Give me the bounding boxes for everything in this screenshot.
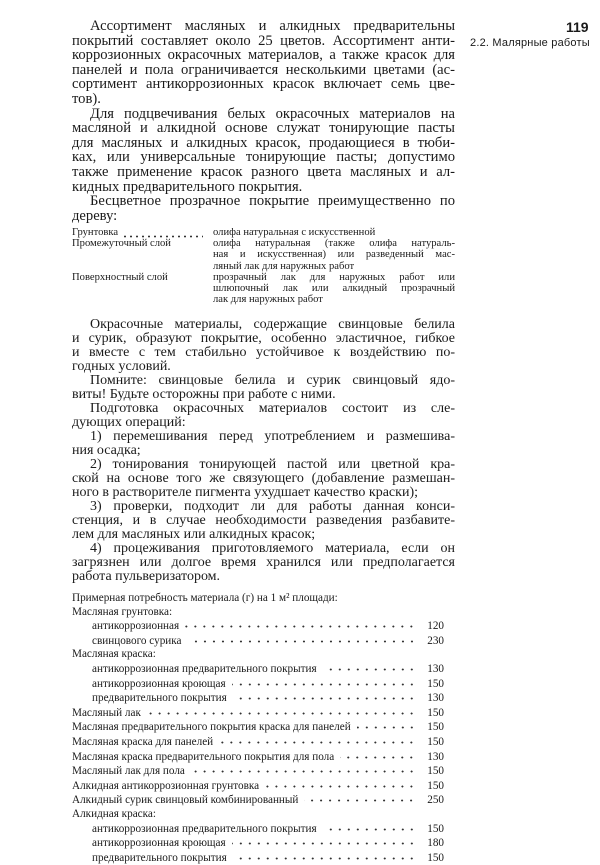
dot-leader [219, 735, 416, 745]
dot-leader [233, 851, 416, 861]
dot-leader [357, 720, 416, 730]
dot-leader [232, 677, 416, 687]
table-row [72, 677, 444, 692]
text-line: Для подцвечивания белых окрасочных материалов на [90, 105, 455, 122]
table-row [72, 720, 444, 735]
layer-term [72, 272, 213, 306]
text-line: тов). [72, 90, 101, 107]
consumption-value: 250 [427, 794, 444, 807]
consumption-value: 150 [427, 851, 444, 864]
consumption-value: 150 [427, 779, 444, 792]
text-line: ках, или универсальные тонирующие пасты; допустимо [72, 149, 455, 166]
table-row [72, 735, 444, 750]
page-number: 119 [566, 19, 589, 35]
material-name: Алкидный сурик свинцовый комбинированный [72, 794, 299, 807]
table-row [72, 836, 444, 851]
coating-layers-list [72, 227, 455, 305]
text-line: дереву: [72, 207, 118, 224]
text-line: масляной и алкидной основе служат тонирующие пасты [72, 120, 455, 137]
dot-leader [340, 750, 416, 760]
text-line: панелей и пола ограничивается несколькими цветами (ас- [72, 61, 455, 78]
text-line: лак для наружных работ [213, 294, 323, 306]
text-line: покрытий составляет около 25 цветов. Ассортимент анти- [72, 32, 455, 49]
material-name: Масляная краска для панелей [72, 735, 214, 748]
dot-leader [188, 634, 416, 644]
text-line: олифа натуральная (также олифа натураль- [213, 238, 455, 250]
text-line: загрязнен или долгое время хранился или предполагается [72, 555, 455, 570]
text-line: шлюпочный лак или алкидный прозрачный [213, 283, 455, 295]
dot-leader [147, 706, 416, 716]
material-name: антикоррозионная кроющая [92, 677, 226, 690]
consumption-value: 120 [427, 620, 444, 633]
text-line: работа пульверизатором. [72, 569, 221, 584]
consumption-value: 150 [427, 765, 444, 778]
table-row [72, 808, 444, 822]
text-line: коррозионных окрасочных материалов, а также красок для [72, 47, 455, 64]
consumption-value: 150 [427, 721, 444, 734]
material-name: свинцового сурика [92, 634, 182, 647]
paragraph [72, 107, 455, 195]
table-row [72, 822, 444, 837]
text-line: и сурик, образуют покрытие, особенно эластичное, гибкое [72, 331, 455, 346]
layer-term [72, 227, 213, 238]
layer-row [72, 272, 455, 306]
material-name: Масляная краска: [72, 648, 156, 661]
text-line: также применение красок разного цвета масляных и ал- [72, 163, 455, 180]
dot-leader [185, 619, 416, 629]
consumption-value: 130 [427, 692, 444, 705]
text-line: 3) проверки, подходит ли для работы данная конси- [90, 499, 455, 514]
paragraph [72, 458, 455, 500]
table-row [72, 706, 444, 721]
paragraph [72, 318, 455, 374]
table-row [72, 662, 444, 677]
text-line: 1) перемешивания перед употреблением и размешива- [90, 429, 455, 444]
text-line: Бесцветное прозрачное покрытие преимущественно по [90, 193, 455, 210]
material-name: Масляная грунтовка: [72, 605, 173, 618]
paragraph [72, 430, 455, 458]
dot-leader [265, 779, 416, 789]
layer-name: Поверхностный слой [72, 271, 168, 283]
dot-leader [304, 793, 416, 803]
material-consumption-table [72, 592, 444, 865]
table-row [72, 606, 444, 620]
text-line: 2) тонирования тонирующей пастой или цветной кра- [90, 457, 455, 472]
consumption-value: 130 [427, 662, 444, 675]
text-line: ного в растворителе пигмента ухудшает качество краски); [72, 485, 418, 500]
paragraph [72, 402, 455, 430]
text-line: Окрасочные материалы, содержащие свинцовые белила [90, 317, 455, 332]
table-row [72, 750, 444, 765]
layer-description [213, 238, 455, 272]
paragraph [72, 19, 455, 107]
text-line: прозрачный лак для наружных работ или [213, 271, 455, 283]
body-text [72, 318, 455, 584]
text-line: ляный лак для наружных работ [213, 260, 355, 272]
text-line: годных условий. [72, 359, 171, 374]
text-line: виты! Будьте осторожны при работе с ними. [72, 387, 336, 402]
consumption-value: 150 [427, 735, 444, 748]
consumption-value: 130 [427, 750, 444, 763]
dot-leader [233, 691, 416, 701]
material-name: антикоррозионная [92, 620, 180, 633]
table-row [72, 764, 444, 779]
text-line: ния осадка; [72, 443, 141, 458]
paragraph [72, 374, 455, 402]
material-name: Масляный лак [72, 706, 141, 719]
layer-row [72, 227, 455, 238]
text-line: стенция, и в случае необходимости разведения разбавите- [72, 513, 455, 528]
text-line: для масляных и алкидных красок, продающиеся в тюби- [72, 134, 455, 151]
table-row [72, 793, 444, 808]
material-name: антикоррозионная кроющая [92, 837, 226, 850]
consumption-value: 150 [427, 706, 444, 719]
text-line: Подготовка окрасочных материалов состоит из сле- [90, 401, 455, 416]
material-name: предварительного покрытия [92, 851, 227, 864]
text-line: и вместе с тем стабильно устойчивое к воздействию по- [72, 345, 455, 360]
table-title: Примерная потребность материала (г) на 1 м² площади: [72, 592, 338, 604]
text-line: лем для масляных или алкидных красок; [72, 527, 316, 542]
material-name: Алкидная краска: [72, 807, 156, 820]
consumption-value: 150 [427, 822, 444, 835]
dot-leader [232, 836, 416, 846]
dot-leader [323, 822, 416, 832]
layer-description [213, 227, 455, 238]
running-header-section: 2.2. Малярные работы [470, 37, 590, 49]
consumption-value: 150 [427, 677, 444, 690]
material-name: предварительного покрытия [92, 692, 227, 705]
text-line: олифа натуральная с искусственной [213, 227, 376, 238]
layer-name: Промежуточный слой [72, 238, 171, 250]
table-row [72, 648, 444, 662]
text-line: 4) процеживания приготовляемого материала, если он [90, 541, 455, 556]
table-row [72, 779, 444, 794]
text-line: дующих операций: [72, 415, 186, 430]
layer-description [213, 272, 455, 306]
dot-leader [122, 227, 203, 238]
paragraph [72, 500, 455, 542]
text-line: сортимент антикоррозионных красок включает семь цве- [72, 76, 455, 93]
material-name: Масляная краска предварительного покрытия для пола [72, 750, 335, 763]
text-line: ная и искусственная) или разведенный мас- [213, 249, 455, 261]
layer-row [72, 238, 455, 272]
text-line: кидных предварительного покрытия. [72, 178, 303, 195]
material-name: Масляный лак для пола [72, 765, 185, 778]
table-row [72, 691, 444, 706]
table-row [72, 634, 444, 649]
paragraph [72, 194, 455, 223]
dot-leader [191, 764, 416, 774]
layer-term [72, 238, 213, 272]
text-line: Ассортимент масляных и алкидных предварительны [90, 18, 455, 34]
table-row [72, 851, 444, 865]
layer-name: Грунтовка [72, 227, 119, 238]
material-name: антикоррозионная предварительного покрытия [92, 662, 317, 675]
material-name: антикоррозионная предварительного покрытия [92, 822, 317, 835]
material-name: Алкидная антикоррозионная грунтовка [72, 779, 260, 792]
text-line: ской на основе того же связующего (добавление размешан- [72, 471, 455, 486]
material-name: Масляная предварительного покрытия краска для панелей [72, 721, 351, 734]
dot-leader [323, 662, 416, 672]
paragraph [72, 542, 455, 584]
consumption-value: 180 [427, 837, 444, 850]
table-row [72, 619, 444, 634]
text-line: Помните: свинцовые белила и сурик свинцовый ядо- [90, 373, 455, 388]
intro-text [72, 19, 455, 223]
consumption-value: 230 [427, 634, 444, 647]
